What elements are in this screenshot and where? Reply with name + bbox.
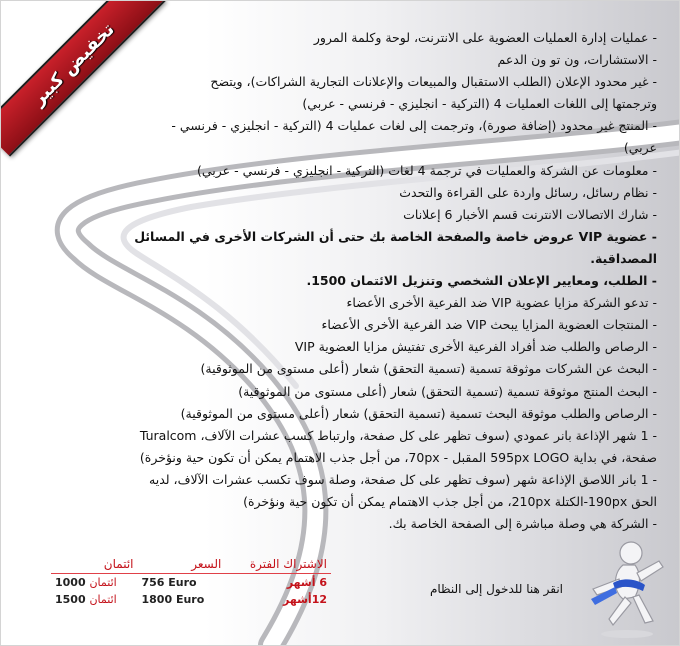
feature-item: - غير محدود الإعلان (الطلب الاستقبال والمبيعات والإعلانات التجارية الشراكات)، ويتضح [210, 74, 657, 90]
period-column-header: الاشتراك الفترة [225, 555, 331, 574]
credits-cell [51, 591, 138, 608]
pricing-row [51, 574, 331, 592]
feature-item: - المنتجات العضوية المزايا يبحث VIP ضد الفرعية الأخرى الأعضاء [321, 317, 657, 333]
price-cell: 1800 Euro [141, 593, 205, 606]
feature-item: - الرصاص والطلب موثوقة البحث تسمية (تسمية التحقق) شعار (أعلى مستوى من الموثوقية) [180, 405, 657, 421]
feature-item: - الاستشارات، ون تو ون الدعم [497, 52, 657, 68]
running-mascot-icon [583, 539, 669, 639]
feature-item: - البحث المنتج موثوقة تسمية (تسمية التحقق) شعار (أعلى مستوى من الموثوقية) [238, 383, 657, 399]
credits-unit: ائتمان [89, 593, 117, 606]
feature-item: - شارك الاتصالات الانترنت قسم الأخبار 6 إعلانات [403, 206, 657, 222]
feature-item: - الطلب، ومعايير الإعلان الشخصي وتنزيل الائتمان 1500. [306, 273, 657, 289]
feature-list [109, 27, 657, 535]
credits-unit: ائتمان [89, 576, 117, 589]
feature-item: - عمليات إدارة العمليات العضوية على الانترنت، لوحة وكلمة المرور [313, 30, 657, 45]
feature-item: - البحث عن الشركات موثوقة تسمية (تسمية التحقق) شعار (أعلى مستوى من الموثوقية) [200, 361, 657, 377]
price-cell: 756 Euro [141, 576, 197, 589]
period-cell: 12أشهر [282, 593, 327, 606]
feature-item: عربي) [623, 140, 657, 156]
pricing-table [51, 555, 331, 608]
feature-item: - 1 بانر اللاصق الإذاعة شهر (سوف تظهر على كل صفحة، وصلة سوف تكسب عشرات الآلاف، لديه [149, 471, 657, 487]
pricing-header-row [51, 555, 331, 574]
feature-item: - المنتج غير محدود (إضافة صورة)، وترجمت إلى لغات عمليات 4 (التركية - انجليزي - فرنسي - [171, 118, 657, 134]
credits-column-header: ائتمان [51, 555, 138, 574]
discount-ribbon-title: تخفيض كبير [27, 18, 119, 110]
price-column-header: السعر [138, 555, 226, 574]
credits-value: 1000 [55, 576, 86, 589]
feature-item: - الرصاص والطلب ضد أفراد الفرعية الأخرى تفتيش مزايا العضوية VIP [294, 339, 657, 355]
period-cell: 6 أشهر [286, 576, 327, 589]
pricing-row [51, 591, 331, 608]
feature-item: وترجمتها إلى اللغات العمليات 4 (التركية - انجليزي - فرنسي - عربي) [302, 96, 657, 112]
feature-item: الحق 190px-الكتلة 210px، من أجل جذب الاهتمام يمكن أن تكون حية ونؤخرة) [243, 493, 657, 509]
feature-item: - تدعو الشركة مزايا عضوية VIP ضد الفرعية الأخرى الأعضاء [346, 295, 657, 311]
feature-item: - معلومات عن الشركة والعمليات في ترجمة 4 لغات (التركية - انجليزي - فرنسي - عربي) [197, 162, 657, 178]
login-link[interactable]: انقر هنا للدخول إلى النظام [429, 582, 563, 596]
feature-item: - 1 شهر الإذاعة بانر عمودي (سوف تظهر على كل صفحة، وارتباط كسب عشرات الآلاف، Turalcom [139, 427, 657, 443]
feature-item: - نظام رسائل، رسائل واردة على القراءة والتحدث [399, 184, 657, 200]
credits-value: 1500 [55, 593, 86, 606]
feature-item: - عضوية VIP عروض خاصة والصفحة الخاصة بك حتى أن الشركات الأخرى في المسائل المصداقية. [134, 228, 657, 266]
credits-cell [51, 574, 138, 592]
feature-item: صفحة، في بداية 595px LOGO المقبل - 70px، من أجل جذب الاهتمام يمكن أن تكون حية ونؤخرة) [139, 449, 657, 465]
feature-item: - الشركة هي وصلة مباشرة إلى الصفحة الخاصة بك. [388, 516, 657, 532]
